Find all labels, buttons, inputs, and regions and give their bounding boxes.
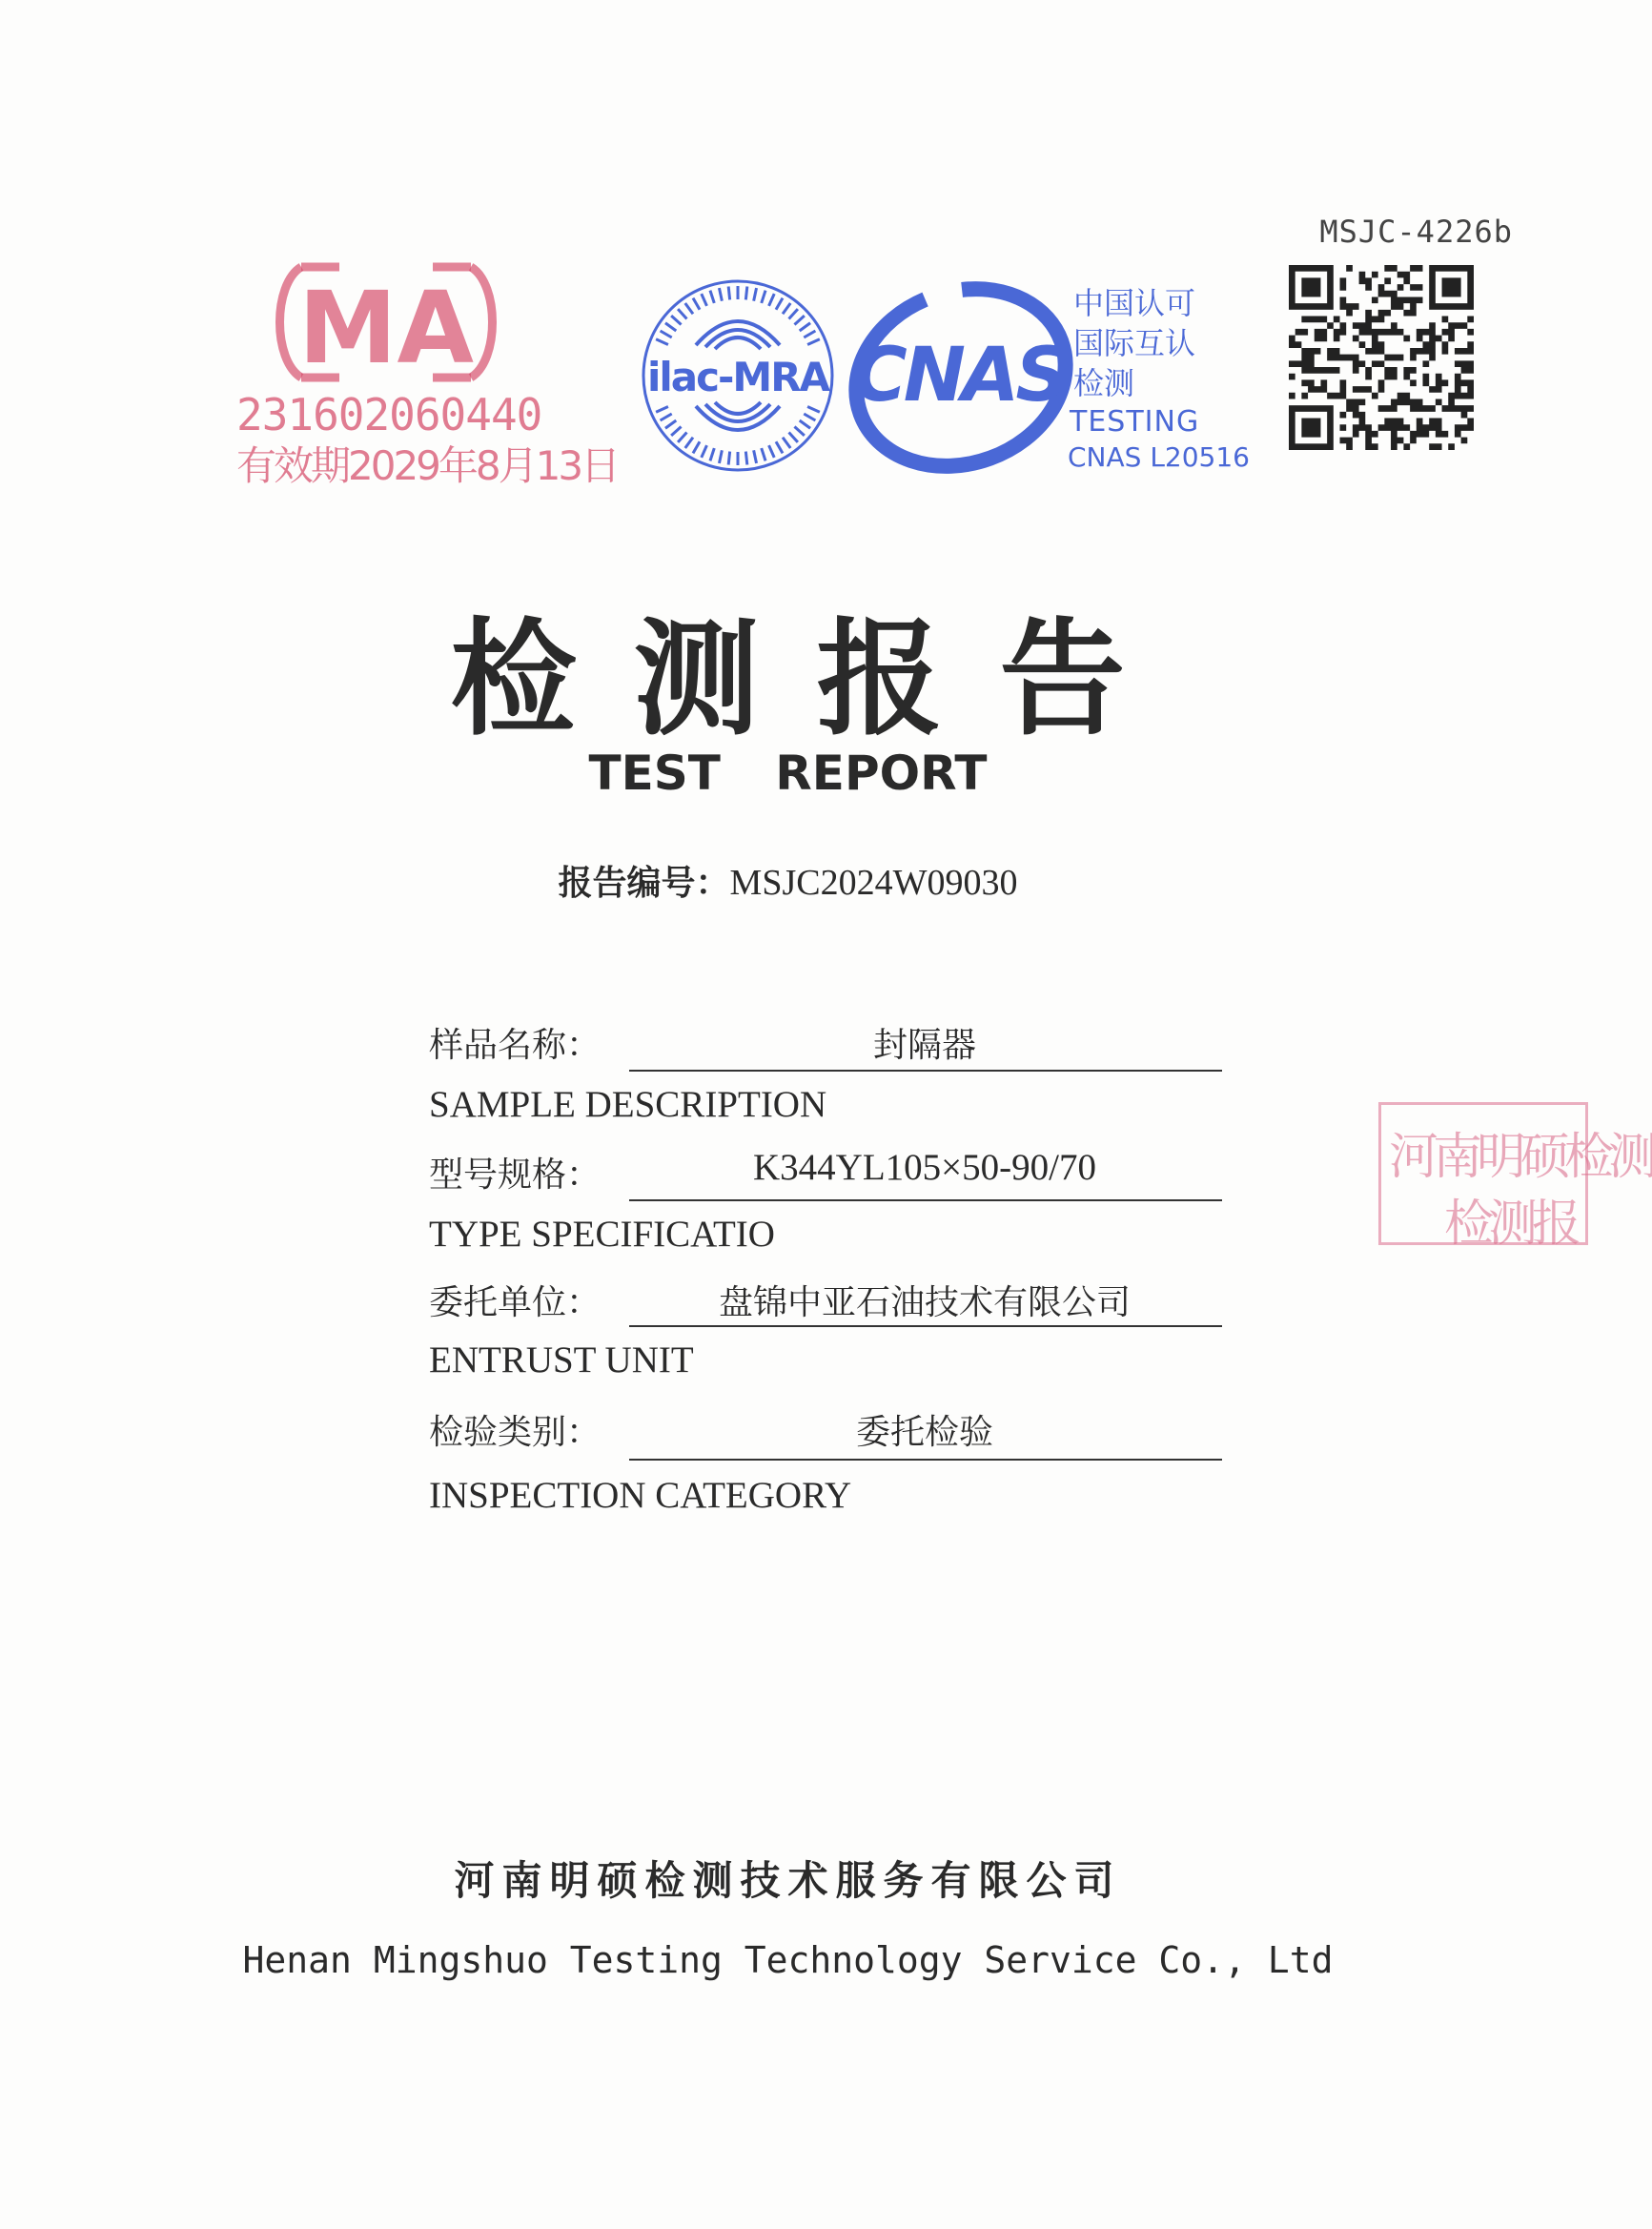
company-name-en: Henan Mingshuo Testing Technology Service Co., Ltd — [242, 1939, 1334, 1981]
company-name-cn: 河南明硕检测技术服务有限公司 — [454, 1857, 1122, 1904]
type-spec-underline — [629, 1199, 1222, 1201]
inspection-category-label: 检验类别： — [429, 1413, 602, 1452]
inspection-category-en-label: INSPECTION CATEGORY — [429, 1475, 852, 1516]
cnas-testing-en-text: TESTING — [1070, 405, 1200, 439]
entrust-unit-underline — [629, 1325, 1222, 1327]
type-spec-en-label: TYPE SPECIFICATIO — [429, 1214, 775, 1255]
cnas-testing-cn-text: 检测 — [1073, 365, 1135, 401]
document-code: MSJC-4226b — [1319, 214, 1513, 250]
entrust-unit-label: 委托单位： — [429, 1283, 602, 1322]
cma-validity: 有效期2029年8月13日 — [236, 442, 619, 489]
cma-number: 231602060440 — [236, 389, 542, 440]
report-number — [0, 856, 1576, 905]
qr-code — [1289, 265, 1474, 450]
sample-name-value: 封隔器 — [872, 1026, 976, 1065]
cnas-logo-text: CNAS — [852, 333, 1066, 419]
inspection-category-value: 委托检验 — [855, 1413, 993, 1452]
report-number-value: MSJC2024W09030 — [729, 863, 1018, 903]
cnas-number: CNAS L20516 — [1068, 441, 1250, 473]
cma-logo-icon — [263, 256, 509, 389]
cnas-accreditation-text: 中国认可 — [1073, 285, 1196, 321]
type-spec-label: 型号规格： — [429, 1155, 602, 1195]
type-spec-value: K344YL105×50-90/70 — [753, 1147, 1096, 1188]
seam-stamp-line1: 河南明硕检测 — [1389, 1129, 1652, 1186]
cma-logo-text: MA — [298, 270, 474, 386]
report-title-cn: 检测报告 — [450, 605, 1183, 753]
sample-name-label: 样品名称： — [429, 1026, 602, 1065]
sample-name-underline — [629, 1070, 1222, 1072]
inspection-category-underline — [629, 1459, 1222, 1461]
report-title-en: TEST REPORT — [588, 746, 988, 801]
cnas-mutual-recognition-text: 国际互认 — [1073, 325, 1196, 361]
sample-name-en-label: SAMPLE DESCRIPTION — [429, 1084, 827, 1125]
report-number-label: 报告编号： — [558, 864, 730, 903]
entrust-unit-en-label: ENTRUST UNIT — [429, 1339, 694, 1380]
seam-stamp-line2: 检测报 — [1444, 1196, 1577, 1253]
entrust-unit-value: 盘锦中亚石油技术有限公司 — [718, 1283, 1131, 1322]
ilac-mra-seal-icon — [641, 278, 835, 473]
cnas-logo-icon — [846, 284, 1075, 471]
ilac-logo-text: ilac-MRA — [646, 354, 829, 400]
seam-stamp — [1378, 1102, 1652, 1253]
